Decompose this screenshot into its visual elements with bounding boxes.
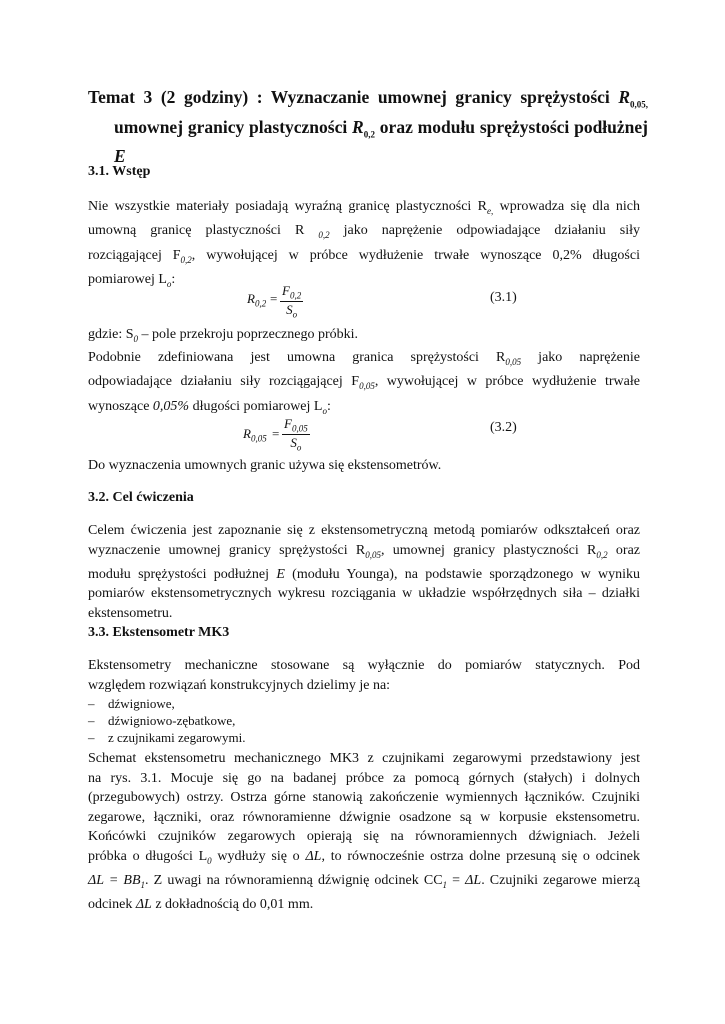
- title-text: umownej granicy plastyczności: [114, 116, 353, 137]
- equation-3-1: $R_{0,2}$ = $\frac{F_{0,2}}{S_o}$: [247, 283, 302, 320]
- equation-number: (3.2): [490, 420, 517, 435]
- extensometer-types-list: [88, 695, 246, 746]
- title-symbol: R: [352, 116, 364, 137]
- list-item: – dźwigniowo-zębatkowe,: [88, 713, 236, 728]
- title-subscript: 0,05,: [630, 99, 648, 110]
- list-item: – z czujnikami zegarowymi.: [88, 730, 246, 745]
- extensometer-note: Do wyznaczenia umownych granic używa się ekstensometrów.: [88, 458, 442, 473]
- document-title: [88, 86, 648, 167]
- equation-number: (3.1): [490, 290, 517, 305]
- list-item: – dźwigniowe,: [88, 696, 175, 711]
- extensometer-intro: Ekstensometry mechaniczne stosowane są wyłącznie do pomiarów statycznych. Pod względem rozwiązań konstrukcyjnych dzielimy je na:: [88, 658, 640, 693]
- title-text: oraz modułu sprężystości podłużnej: [374, 116, 648, 137]
- paragraph-elastic-limit: Podobnie zdefiniowana jest umowna granica sprężystości $R_{0,05}$ jako naprężenie odpowiadające działaniu siły rozciągającej $F_{0,05}$, wywołującej w próbce wydłużenie trwałe wynoszące 0,05% długości pomiarowej $L_o$:: [88, 350, 640, 416]
- where-clause: gdzie: $S_0$ – pole przekroju poprzecznego próbki.: [88, 327, 359, 344]
- title-symbol: E: [114, 146, 126, 166]
- title-subscript: 0,2: [363, 129, 375, 139]
- equation-3-2: $R_{0,05}$ = $\frac{F_{0,05}}{S_o}$: [243, 416, 308, 453]
- section-heading-extensometer: 3.3. Ekstensometr MK3: [88, 625, 230, 640]
- extensometer-description: Schemat ekstensometru mechanicznego MK3 z czujnikami zegarowymi przedstawiony jest na rys. 3.1. Mocuje się go na badanej próbce za pomocą górnych (stałych) i dolnych (przegubowych) ostrzy. Ostrza górne stanowią zakończenie wymiennych łączników. Czujniki zegarowe, łączniki, oraz równoramienne dźwignie osadzone są w korpusie ekstensometru. Końcówki czujników zegarowych opierają się na równoramiennych dźwigniach. Jeżeli próbka o długości $L_0$ wydłuży się o ΔL, to równocześnie ostrza dolne przesuną się o odcinek $\Delta L = BB_1$. Z uwagi na równoramienną dźwignię odcinek $CC_1 = \Delta L$. Czujniki zegarowe mierzą odcinek ΔL z dokładnością do 0,01 mm.: [88, 751, 641, 913]
- title-symbol: R: [618, 87, 630, 107]
- section-heading-goal: 3.2. Cel ćwiczenia: [88, 490, 194, 505]
- intro-paragraph: Nie wszystkie materiały posiadają wyraźną granicę plastyczności $R_{e,}$ wprowadza się dla nich umowną granicę plastyczności R $_{0,2}$ jako naprężenie odpowiadające działaniu siły rozciągającej $F_{0,2}$, wywołującej w próbce wydłużenie trwałe wynoszące 0,2% długości pomiarowej $L_o$:: [88, 199, 640, 289]
- section-heading-intro: 3.1. Wstęp: [88, 164, 151, 179]
- title-text: Temat 3 (2 godziny) : Wyznaczanie umownej granicy sprężystości: [88, 87, 619, 107]
- goal-paragraph: Celem ćwiczenia jest zapoznanie się z ekstensometryczną metodą pomiarów odkształceń oraz wyznaczenie umownej granicy sprężystości $R_{0,05}$, umownej granicy plastyczności $R_{0,2}$ oraz modułu sprężystości podłużnej E (modułu Younga), na podstawie sporządzonego w wyniku pomiarów ekstensometrycznych wykresu rozciągania w układzie współrzędnych siła – działki ekstensometru.: [88, 523, 641, 621]
